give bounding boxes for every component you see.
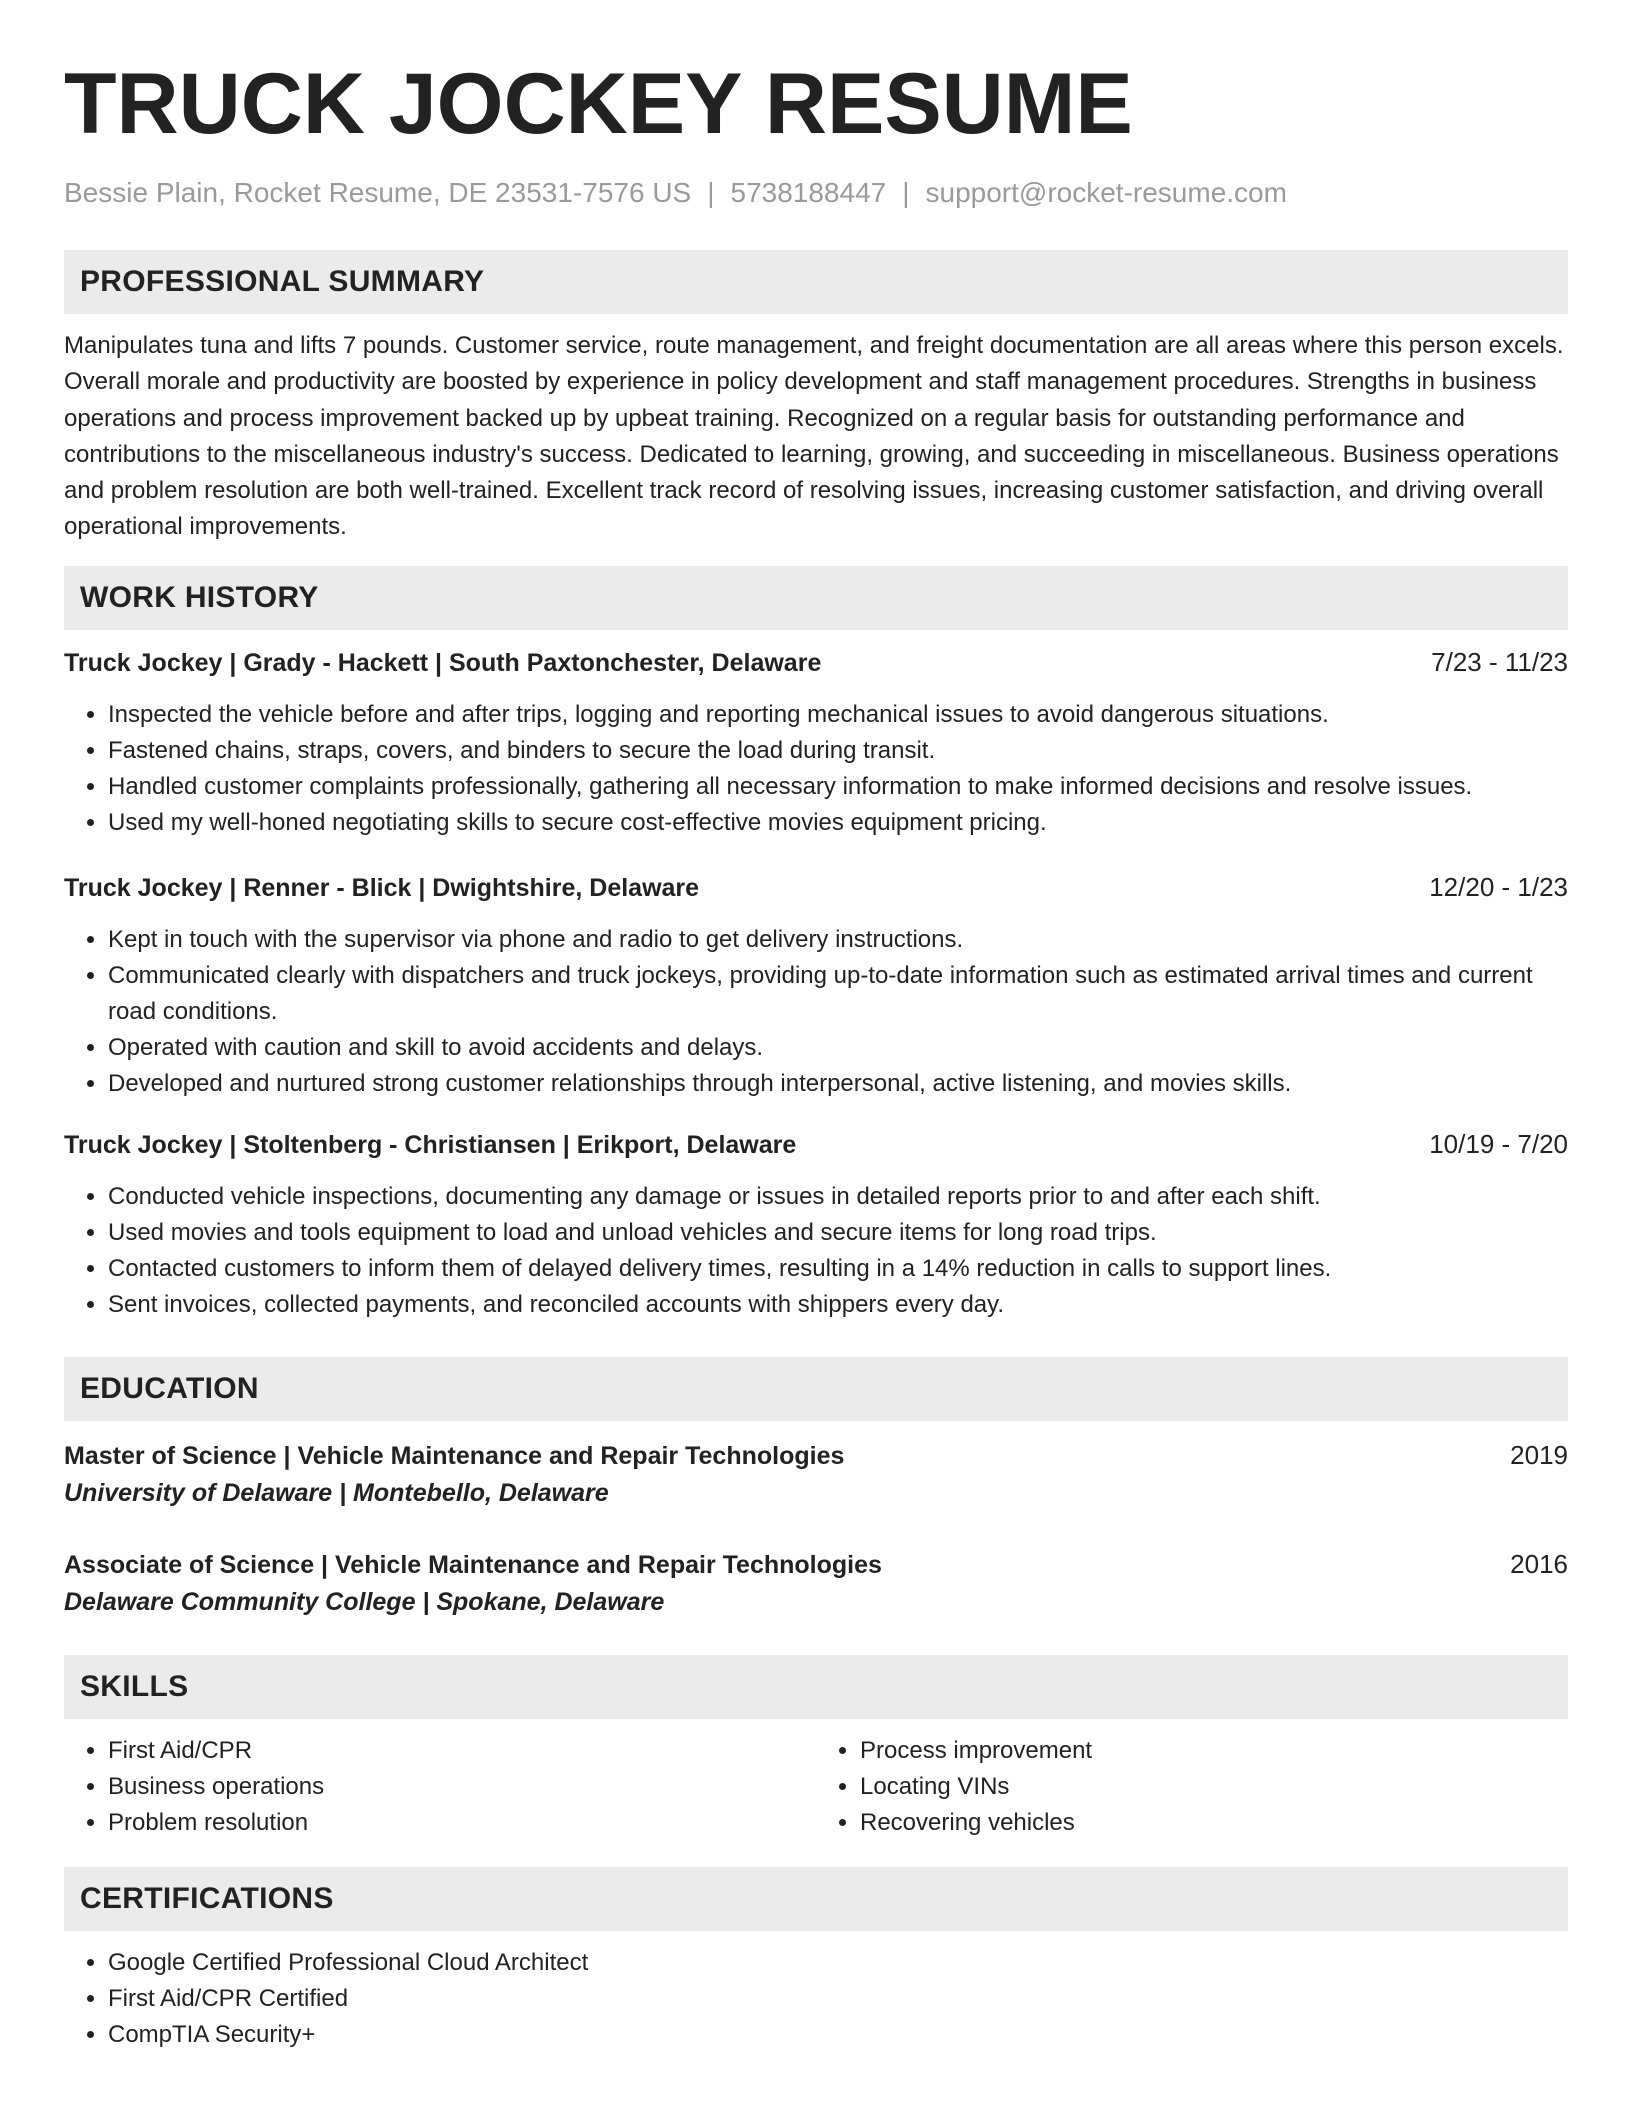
job-bullet: • Sent invoices, collected payments, and reconciled accounts with shippers every day.	[108, 1287, 1568, 1323]
certification-item: • CompTIA Security+	[108, 2017, 1568, 2053]
section-header-certifications: CERTIFICATIONS	[64, 1867, 1568, 1931]
certification-item: • Google Certified Professional Cloud Architect	[108, 1945, 1568, 1981]
job-bullet: • Developed and nurtured strong customer relationships through interpersonal, active listening, and movies skills.	[108, 1066, 1568, 1102]
contact-address: Bessie Plain, Rocket Resume, DE 23531-7576 US	[64, 177, 692, 208]
contact-email: support@rocket-resume.com	[925, 177, 1287, 208]
job-header	[64, 871, 1568, 904]
skill-item: • Problem resolution	[108, 1805, 816, 1841]
section-header-work-history: WORK HISTORY	[64, 566, 1568, 630]
education-year: 2016	[1510, 1548, 1568, 1579]
contact-separator: |	[707, 177, 715, 208]
contact-line	[64, 176, 1568, 210]
job-dates: 10/19 - 7/20	[1429, 1128, 1568, 1159]
certifications-list	[64, 1945, 1568, 2053]
section-header-summary: PROFESSIONAL SUMMARY	[64, 250, 1568, 314]
job-bullet: • Fastened chains, straps, covers, and binders to secure the load during transit.	[108, 733, 1568, 769]
job-entry	[64, 1128, 1568, 1323]
skill-item: • Recovering vehicles	[860, 1805, 1568, 1841]
education-header	[64, 1548, 1568, 1581]
certification-item: • First Aid/CPR Certified	[108, 1981, 1568, 2017]
job-title: Truck Jockey | Grady - Hackett | South Paxtonchester, Delaware	[64, 648, 822, 677]
job-bullets	[64, 1179, 1568, 1323]
skills-column-left	[64, 1733, 816, 1841]
job-bullets	[64, 697, 1568, 841]
skill-item: • Locating VINs	[860, 1769, 1568, 1805]
job-dates: 12/20 - 1/23	[1429, 871, 1568, 902]
job-entry	[64, 646, 1568, 841]
education-school: University of Delaware | Montebello, Delaware	[64, 1478, 609, 1507]
education-school: Delaware Community College | Spokane, Delaware	[64, 1587, 665, 1616]
job-bullet: • Handled customer complaints professionally, gathering all necessary information to make informed decisions and resolve issues.	[108, 769, 1568, 805]
job-bullet: • Operated with caution and skill to avoid accidents and delays.	[108, 1030, 1568, 1066]
skill-item: • Business operations	[108, 1769, 816, 1805]
skills-column-right	[816, 1733, 1568, 1841]
education-degree: Master of Science | Vehicle Maintenance and Repair Technologies	[64, 1441, 845, 1470]
job-bullet: • Communicated clearly with dispatchers and truck jockeys, providing up-to-date information such as estimated arrival times and current road conditions.	[108, 958, 1568, 1030]
job-dates: 7/23 - 11/23	[1431, 646, 1568, 677]
job-bullet: • Kept in touch with the supervisor via phone and radio to get delivery instructions.	[108, 922, 1568, 958]
job-bullet: • Used movies and tools equipment to load and unload vehicles and secure items for long road trips.	[108, 1215, 1568, 1251]
resume-title: TRUCK JOCKEY RESUME	[64, 56, 1133, 152]
job-entry	[64, 871, 1568, 1102]
job-title: Truck Jockey | Stoltenberg - Christiansen | Erikport, Delaware	[64, 1130, 797, 1159]
job-bullet: • Used my well-honed negotiating skills to secure cost-effective movies equipment pricing.	[108, 805, 1568, 841]
summary-text: Manipulates tuna and lifts 7 pounds. Customer service, route management, and freight documentation are all areas where this person excels. Overall morale and productivity are boosted by experience in policy development and staff management procedures. Strengths in business operations and process improvement backed up by upbeat training. Recognized on a regular basis for outstanding performance and contributions to the miscellaneous industry's success. Dedicated to learning, growing, and succeeding in miscellaneous. Business operations and problem resolution are both well-trained. Excellent track record of resolving issues, increasing customer satisfaction, and driving overall operational improvements.	[64, 332, 1564, 541]
job-bullet: • Contacted customers to inform them of delayed delivery times, resulting in a 14% reduction in calls to support lines.	[108, 1251, 1568, 1287]
education-year: 2019	[1510, 1439, 1568, 1470]
education-entry	[64, 1439, 1568, 1510]
job-title: Truck Jockey | Renner - Blick | Dwightshire, Delaware	[64, 873, 700, 902]
job-header	[64, 646, 1568, 679]
contact-phone: 5738188447	[730, 177, 887, 208]
education-entry	[64, 1548, 1568, 1619]
section-header-skills: SKILLS	[64, 1655, 1568, 1719]
job-bullets	[64, 922, 1568, 1102]
education-header	[64, 1439, 1568, 1472]
skills-grid	[64, 1733, 1568, 1841]
job-header	[64, 1128, 1568, 1161]
skill-item: • Process improvement	[860, 1733, 1568, 1769]
section-header-education: EDUCATION	[64, 1357, 1568, 1421]
education-degree: Associate of Science | Vehicle Maintenance and Repair Technologies	[64, 1550, 882, 1579]
skill-item: • First Aid/CPR	[108, 1733, 816, 1769]
job-bullet: • Inspected the vehicle before and after trips, logging and reporting mechanical issues to avoid dangerous situations.	[108, 697, 1568, 733]
contact-separator: |	[902, 177, 910, 208]
job-bullet: • Conducted vehicle inspections, documenting any damage or issues in detailed reports prior to and after each shift.	[108, 1179, 1568, 1215]
